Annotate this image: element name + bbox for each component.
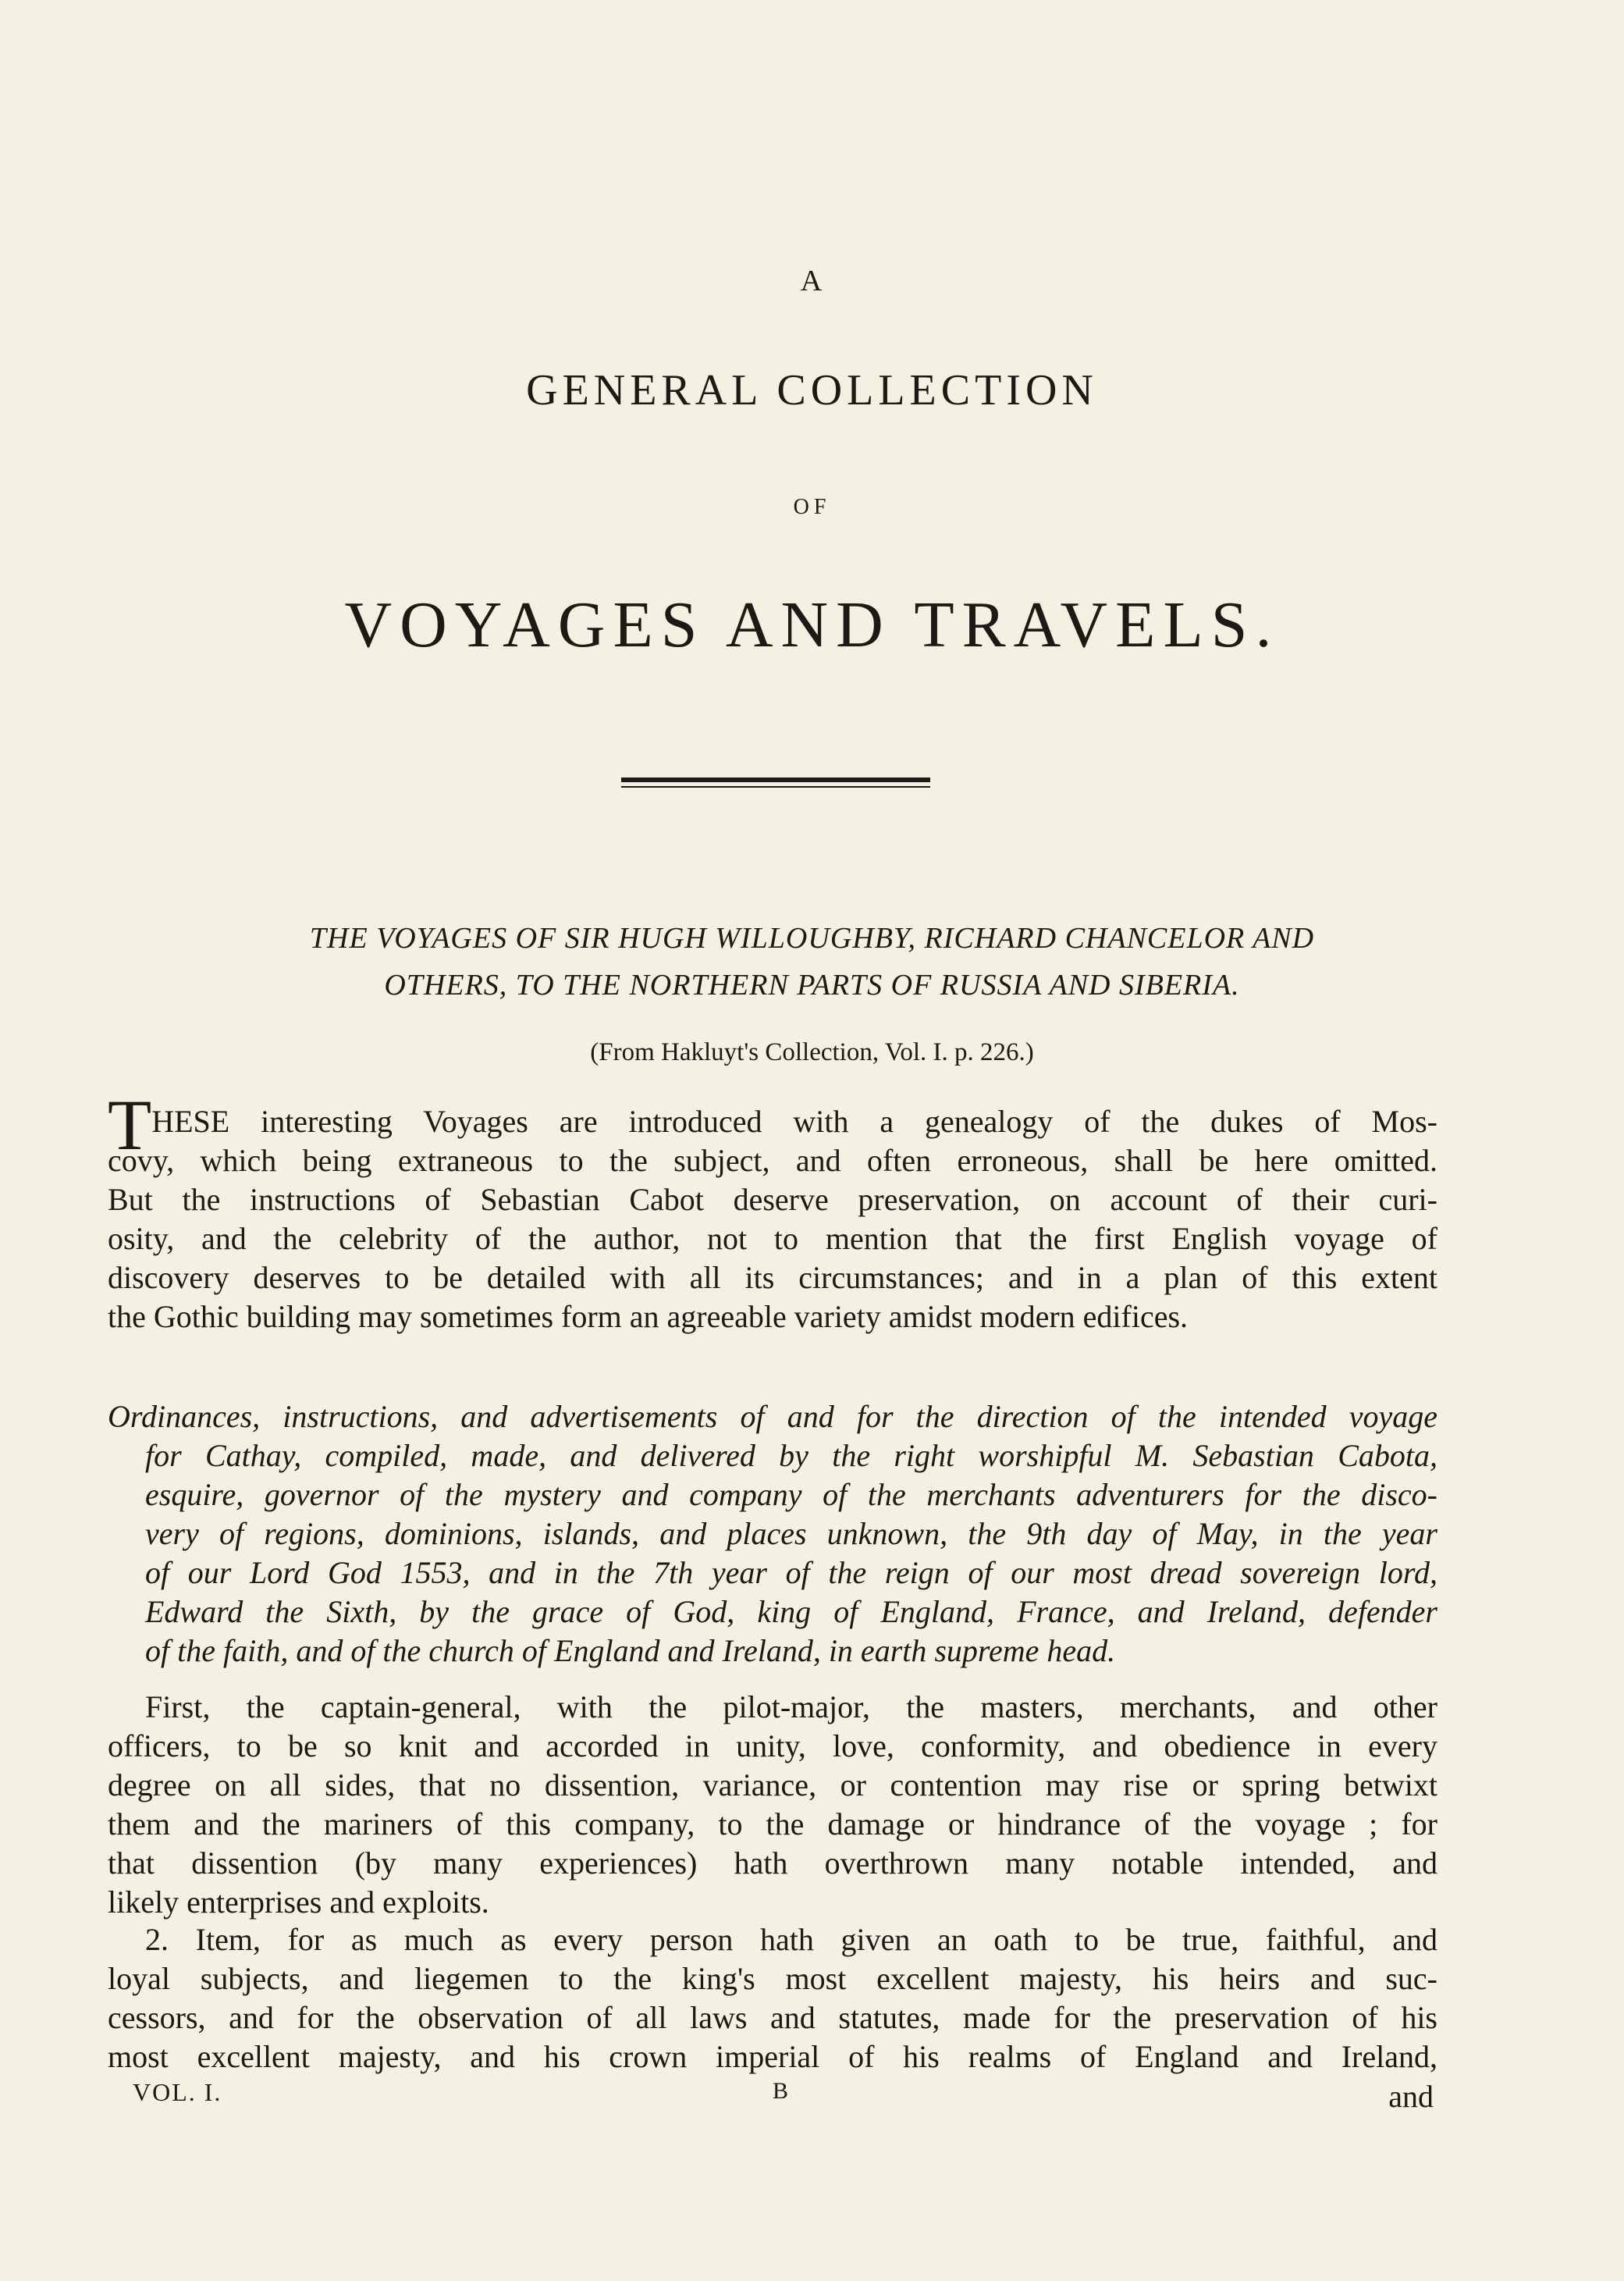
intro-line: covy, which being extraneous to the subject, and often erroneous, shall be here omitted. [108, 1143, 1437, 1178]
intro-line: discovery deserves to be detailed with all its circumstances; and in a plan of this extent [108, 1260, 1437, 1295]
title-general-collection: GENERAL COLLECTION [526, 366, 1098, 415]
ordinances-line: of the faith, and of the church of England and Ireland, in earth supreme head. [145, 1633, 1116, 1668]
ordinances-line: Ordinances, instructions, and advertisements of and for the direction of the intended voyage [108, 1399, 1437, 1434]
second-article-line: loyal subjects, and liegemen to the king's most excellent majesty, his heirs and suc- [108, 1961, 1437, 1996]
second-article-line: cessors, and for the observation of all laws and statutes, made for the preservation of his [108, 2000, 1437, 2035]
intro-line: the Gothic building may sometimes form an agreeable variety amidst modern edifices. [108, 1299, 1189, 1334]
first-article-line: First, the captain-general, with the pilot-major, the masters, merchants, and other [145, 1689, 1437, 1724]
source-citation: (From Hakluyt's Collection, Vol. I. p. 226.) [590, 1038, 1034, 1066]
title-article: A [800, 265, 824, 297]
second-article-line: 2. Item, for as much as every person hath given an oath to be true, faithful, and [145, 1922, 1437, 1957]
first-article-line: degree on all sides, that no dissention, variance, or contention may rise or spring betwixt [108, 1767, 1437, 1802]
page-footer [0, 2078, 1624, 2117]
intro-paragraph [108, 1085, 1437, 1336]
intro-line: osity, and the celebrity of the author, not to mention that the first English voyage of [108, 1221, 1437, 1256]
catchword: and [1388, 2079, 1434, 2114]
first-article-line: them and the mariners of this company, to the damage or hindrance of the voyage ; for [108, 1806, 1437, 1842]
drop-cap: T [108, 1085, 152, 1165]
section-heading-line-2: OTHERS, TO THE NORTHERN PARTS OF RUSSIA AND SIBERIA. [384, 969, 1240, 1002]
ordinances-line: esquire, governor of the mystery and company of the merchants adventurers for the disco- [145, 1477, 1437, 1512]
section-heading-line-1: THE VOYAGES OF SIR HUGH WILLOUGHBY, RICHARD CHANCELOR AND [309, 922, 1315, 955]
volume-marker: VOL. I. [133, 2078, 222, 2106]
title-rule-thin [621, 786, 930, 788]
first-article-line: officers, to be so knit and accorded in unity, love, conformity, and obedience in every [108, 1728, 1437, 1763]
second-article-paragraph [108, 1920, 1437, 2076]
title-of: OF [793, 495, 831, 519]
signature-mark: B [773, 2078, 789, 2104]
ordinances-heading [108, 1397, 1437, 1671]
title-rule-thick [621, 778, 930, 782]
first-article-paragraph [108, 1688, 1437, 1922]
ordinances-line: for Cathay, compiled, made, and delivered by the right worshipful M. Sebastian Cabota, [145, 1438, 1437, 1473]
intro-line: THESE interesting Voyages are introduced with a genealogy of the dukes of Mos- [108, 1085, 1437, 1165]
ordinances-line: Edward the Sixth, by the grace of God, king of England, France, and Ireland, defender [145, 1594, 1437, 1629]
ordinances-line: very of regions, dominions, islands, and places unknown, the 9th day of May, in the year [145, 1516, 1437, 1551]
first-article-line: that dissention (by many experiences) hath overthrown many notable intended, and [108, 1845, 1437, 1881]
ordinances-line: of our Lord God 1553, and in the 7th year of the reign of our most dread sovereign lord, [145, 1555, 1437, 1590]
intro-line: But the instructions of Sebastian Cabot deserve preservation, on account of their curi- [108, 1182, 1437, 1217]
first-article-line: likely enterprises and exploits. [108, 1884, 489, 1920]
title-voyages-and-travels: VOYAGES AND TRAVELS. [344, 589, 1280, 661]
second-article-line: most excellent majesty, and his crown imperial of his realms of England and Ireland, [108, 2039, 1437, 2074]
